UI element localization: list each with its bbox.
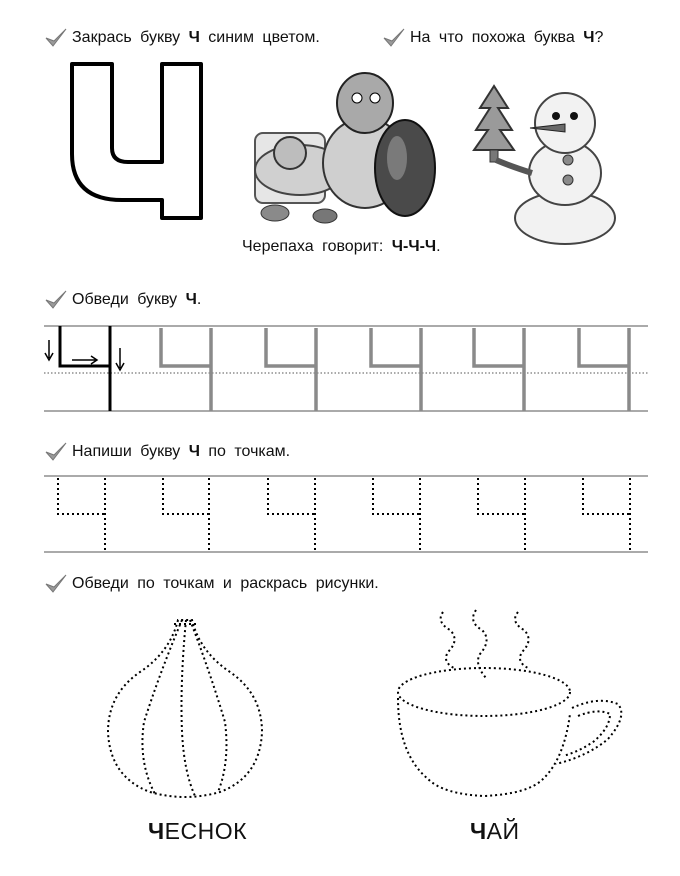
- word-garlic: ЧЕСНОК: [148, 818, 248, 844]
- garlic-dotted-drawing[interactable]: [100, 612, 270, 802]
- task-trace-letter: Обведи букву Ч.: [44, 288, 201, 312]
- turtle-illustration: [245, 58, 445, 228]
- task-resembles: На что похожа буква Ч?: [382, 26, 603, 50]
- check-icon: [44, 572, 68, 596]
- task-write-dots: Напиши букву Ч по точкам.: [44, 440, 290, 464]
- tea-cup-dotted-drawing[interactable]: [388, 604, 638, 804]
- check-icon: [44, 26, 68, 50]
- task-trace-pictures: Обведи по точкам и раскрась рисунки.: [44, 572, 379, 596]
- arrow-right-icon: [72, 356, 97, 364]
- big-letter-outline[interactable]: [66, 60, 206, 225]
- arrow-down-icon: [45, 340, 53, 360]
- check-icon: [44, 288, 68, 312]
- check-icon: [382, 26, 406, 50]
- trace-letter-row[interactable]: [0, 318, 680, 418]
- check-icon: [44, 440, 68, 464]
- snowman-illustration: [470, 78, 620, 248]
- word-tea: ЧАЙ: [470, 818, 520, 844]
- task-color-letter: Закрась букву Ч синим цветом.: [44, 26, 320, 50]
- turtle-caption: Черепаха говорит: Ч-Ч-Ч.: [242, 238, 441, 255]
- write-dots-row[interactable]: [0, 470, 680, 560]
- arrow-down-icon: [116, 348, 124, 370]
